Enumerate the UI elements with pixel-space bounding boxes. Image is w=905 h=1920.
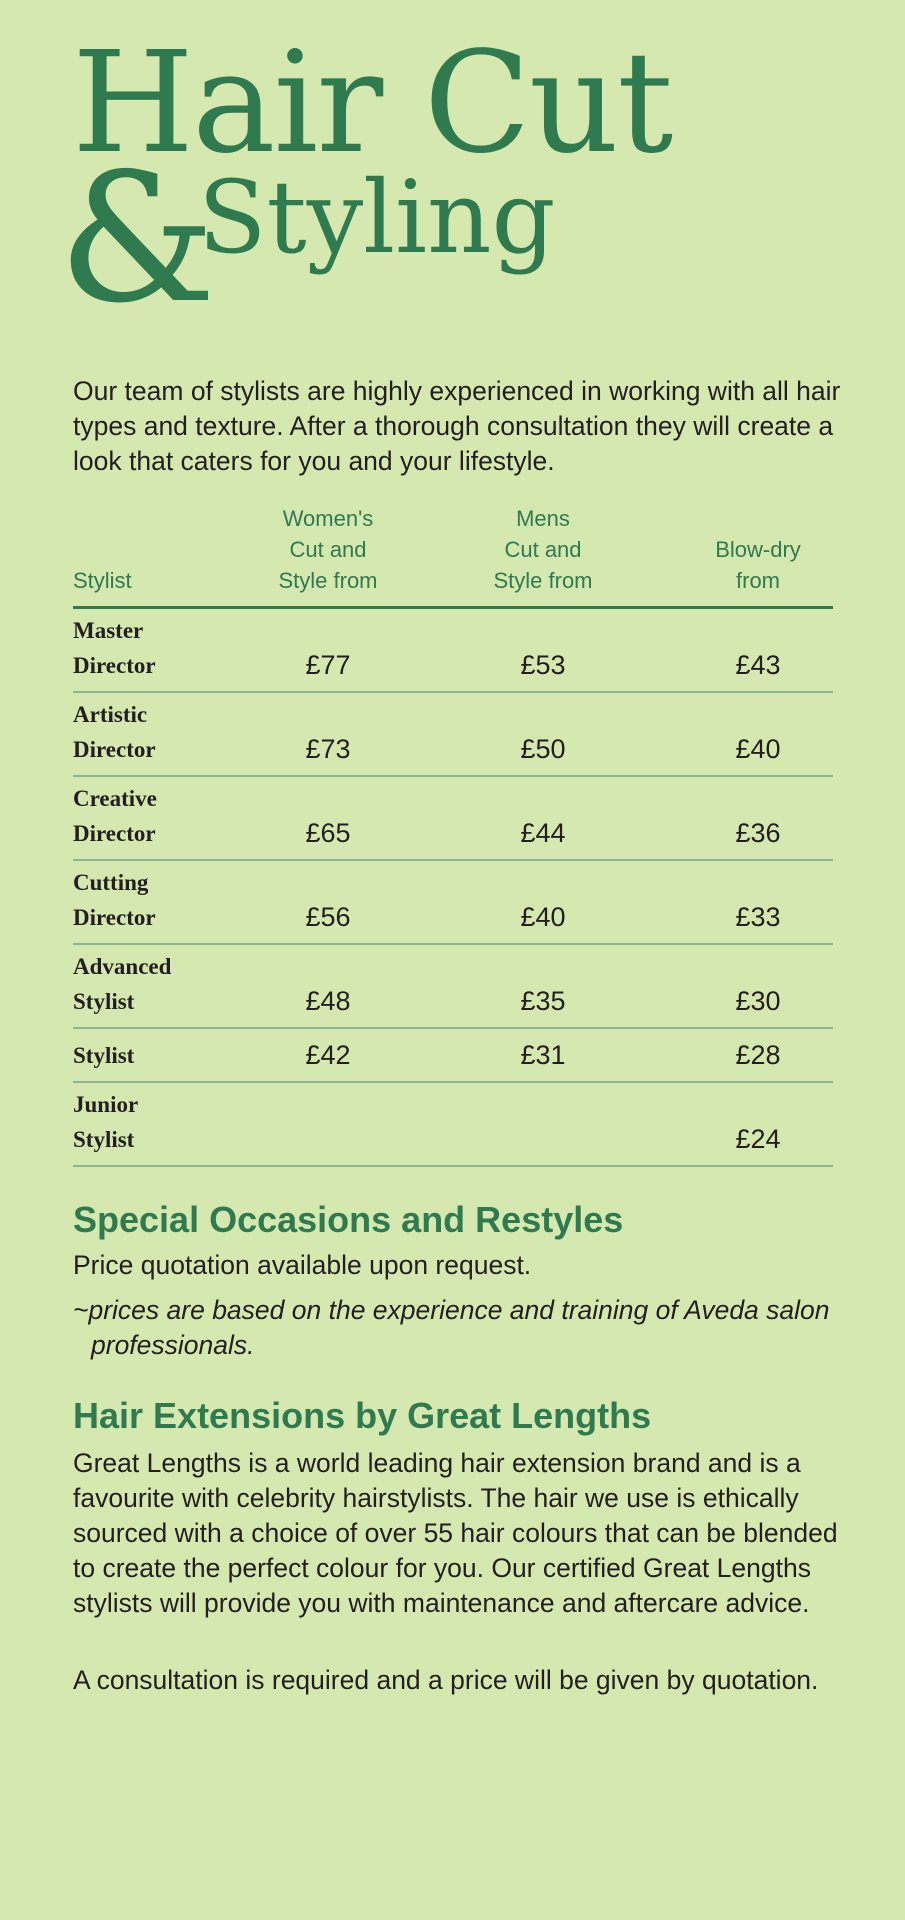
mens-price: £53 [520, 650, 566, 680]
blowdry-price: £33 [735, 902, 781, 932]
table-row [73, 609, 833, 693]
title-ampersand: & [58, 135, 217, 342]
mens-price: £40 [520, 902, 566, 932]
price-table-header [73, 506, 833, 609]
table-row [73, 1083, 833, 1167]
consultation-text: A consultation is required and a price will be given by quotation. [73, 1665, 819, 1695]
row-stylist-level: Stylist [73, 1043, 135, 1068]
blowdry-price: £43 [735, 650, 781, 680]
special-occasions-heading: Special Occasions and Restyles [73, 1199, 624, 1240]
row-stylist-level: Advanced Stylist [73, 954, 172, 1014]
header-womens-cut: Women's Cut and Style from [278, 506, 378, 593]
row-stylist-level: Cutting Director [73, 870, 156, 930]
womens-price: £56 [305, 902, 351, 932]
blowdry-price: £24 [735, 1124, 781, 1154]
womens-price: £77 [305, 650, 351, 680]
intro-paragraph: Our team of stylists are highly experienced in working with all hair types and texture. After a thorough consultation they will create a look that caters for you and your lifestyle. [73, 376, 841, 476]
header-mens-cut: Mens Cut and Style from [493, 506, 593, 593]
title-hair-cut: Hair Cut [72, 22, 672, 185]
table-row [73, 693, 833, 777]
womens-price: £73 [305, 734, 351, 764]
row-stylist-level: Junior Stylist [73, 1092, 139, 1152]
mens-price: £44 [520, 818, 566, 848]
mens-price: £31 [520, 1040, 566, 1070]
womens-price: £42 [305, 1040, 351, 1070]
header-stylist: Stylist [73, 568, 132, 593]
table-row [73, 1029, 833, 1083]
blowdry-price: £40 [735, 734, 781, 764]
pricing-note: ~prices are based on the experience and training of Aveda salon professionals. [73, 1295, 830, 1360]
extensions-text: Great Lengths is a world leading hair extension brand and is a favourite with celebrity hairstylists. The hair we use is ethically sourced with a choice of over 55 hair colours that can be blended to create the perfect colour for you. Our certified Great Lengths stylists will provide you with maintenance and aftercare advice. [73, 1448, 838, 1618]
table-row [73, 777, 833, 861]
special-occasions-text: Price quotation available upon request. [73, 1250, 532, 1280]
row-stylist-level: Artistic Director [73, 702, 156, 762]
blowdry-price: £28 [735, 1040, 781, 1070]
title-styling: Styling [198, 159, 556, 276]
table-row [73, 945, 833, 1029]
blowdry-price: £36 [735, 818, 781, 848]
extensions-heading: Hair Extensions by Great Lengths [73, 1395, 652, 1436]
mens-price: £50 [520, 734, 566, 764]
row-stylist-level: Creative Director [73, 786, 157, 846]
blowdry-price: £30 [735, 986, 781, 1016]
womens-price: £65 [305, 818, 351, 848]
header-blow-dry: Blow-dry from [715, 537, 801, 593]
row-stylist-level: Master Director [73, 618, 156, 678]
mens-price: £35 [520, 986, 566, 1016]
womens-price: £48 [305, 986, 351, 1016]
table-row [73, 861, 833, 945]
price-table [73, 506, 833, 1167]
